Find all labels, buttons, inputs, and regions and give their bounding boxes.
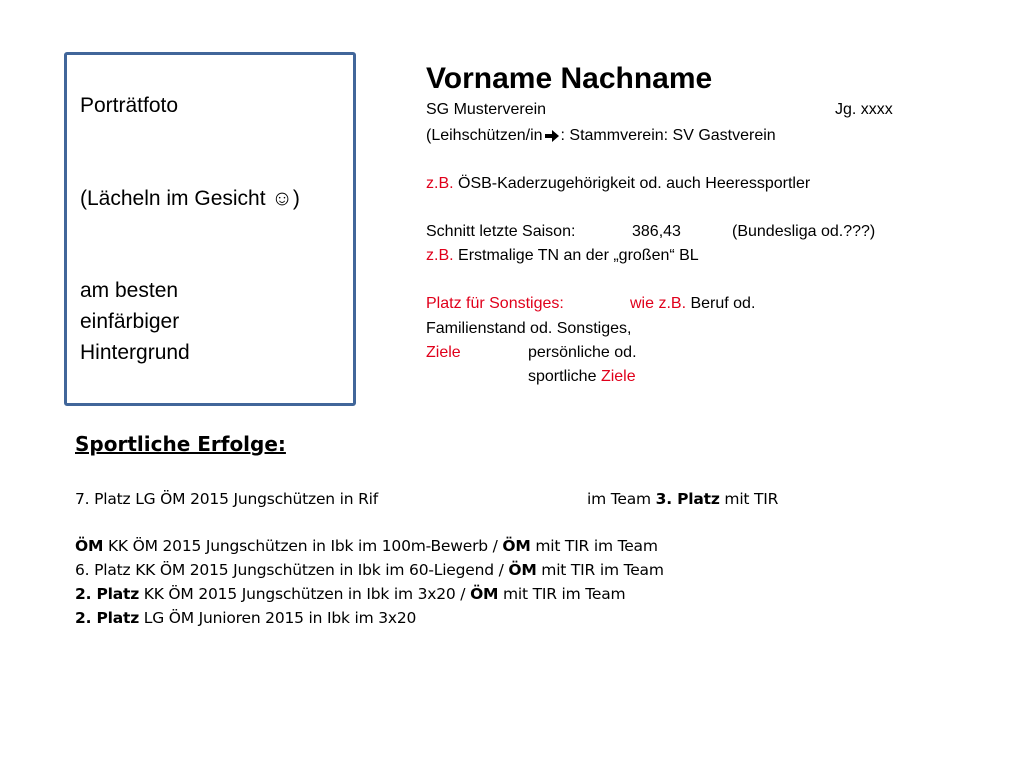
athlete-name: Vorname Nachname [426, 62, 713, 95]
successes-heading: Sportliche Erfolge: [75, 432, 286, 456]
success-line-1-team: im Team 3. Platz mit TIR [587, 490, 779, 508]
first-participation-line: z.B. Erstmalige TN an der „großen“ BL [426, 247, 699, 264]
success-line-5: 2. Platz LG ÖM Junioren 2015 in Ibk im 3x20 [75, 609, 417, 627]
success-line-1: 7. Platz LG ÖM 2015 Jungschützen in Rif [75, 490, 379, 508]
success-line-2: ÖM KK ÖM 2015 Jungschützen in Ibk im 100m-Bewerb / ÖM mit TIR im Team [75, 537, 658, 555]
misc-line-2: Familienstand od. Sonstiges, [426, 320, 632, 337]
right-arrow-icon [545, 130, 559, 142]
season-average-note: (Bundesliga od.???) [732, 223, 876, 240]
misc-label: Platz für Sonstiges: [426, 295, 564, 312]
success-line-4: 2. Platz KK ÖM 2015 Jungschützen in Ibk im 3x20 / ÖM mit TIR im Team [75, 585, 626, 603]
photo-label: Porträtfoto [80, 94, 179, 117]
photo-smile-hint: (Lächeln im Gesicht ☺) [80, 187, 300, 210]
goals-text-1: persönliche od. [528, 344, 637, 361]
birth-year: Jg. xxxx [835, 101, 893, 118]
season-average-label: Schnitt letzte Saison: [426, 223, 576, 240]
loan-line: (Leihschützen/in : Stammverein: SV Gastverein [426, 127, 776, 144]
goals-text-2: sportliche Ziele [528, 368, 636, 385]
success-line-3: 6. Platz KK ÖM 2015 Jungschützen in Ibk im 60-Liegend / ÖM mit TIR im Team [75, 561, 664, 579]
season-average-value: 386,43 [632, 223, 681, 240]
goals-label: Ziele [426, 344, 461, 361]
photo-background-hint: am besten einfärbiger Hintergrund [80, 279, 190, 364]
misc-example: wie z.B. Beruf od. [630, 295, 756, 312]
kader-line: z.B. ÖSB-Kaderzugehörigkeit od. auch Heeressportler [426, 175, 811, 192]
club-name: SG Musterverein [426, 101, 547, 118]
